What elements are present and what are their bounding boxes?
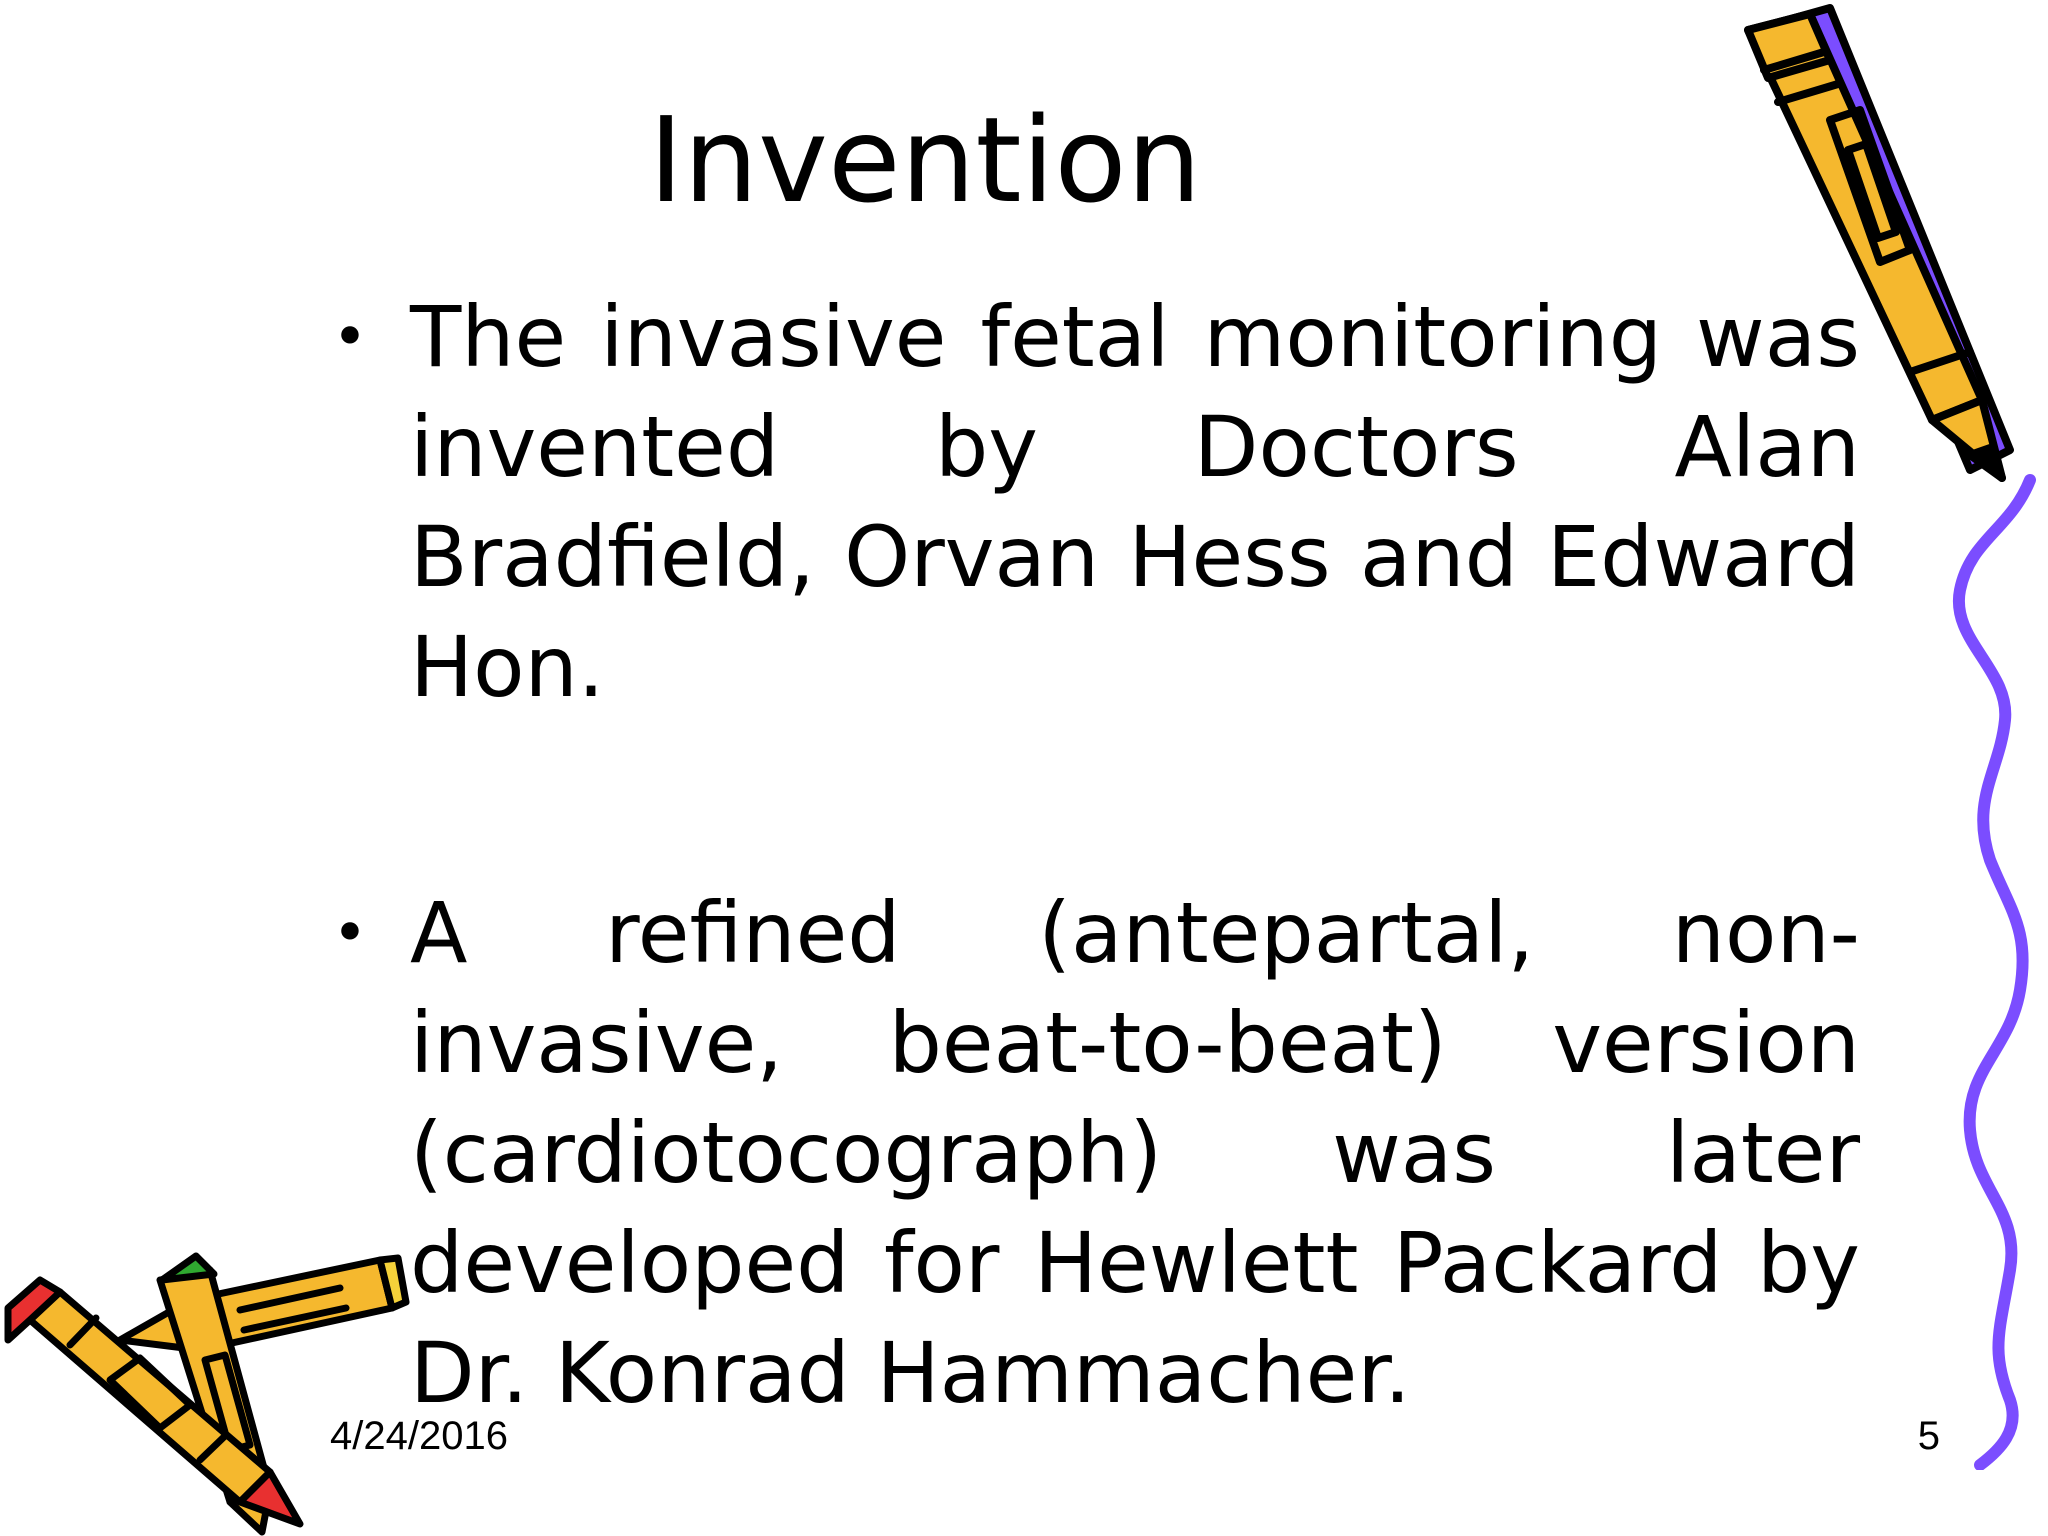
bullet-marker: • xyxy=(332,898,368,968)
bullet-item xyxy=(330,282,1860,722)
bullet-marker: • xyxy=(332,302,368,372)
bullet-text: The invasive fetal monitoring was invented by Doctors Alan Bradfield, Orvan Hess and Edward Hon. xyxy=(410,288,1860,716)
footer-date: 4/24/2016 xyxy=(330,1414,508,1458)
page-number: 5 xyxy=(1917,1414,1940,1458)
slide-title: Invention xyxy=(648,91,1202,229)
pencil-icon xyxy=(1720,0,2020,490)
crayons-icon xyxy=(0,1240,420,1536)
squiggle-line xyxy=(1950,470,2048,1470)
bullet-text: A refined (antepartal, non-invasive, beat-to-beat) version (cardiotocograph) was later developed for Hewlett Packard by Dr. Konrad Hammacher. xyxy=(410,884,1860,1422)
bullet-item xyxy=(330,878,1860,1428)
